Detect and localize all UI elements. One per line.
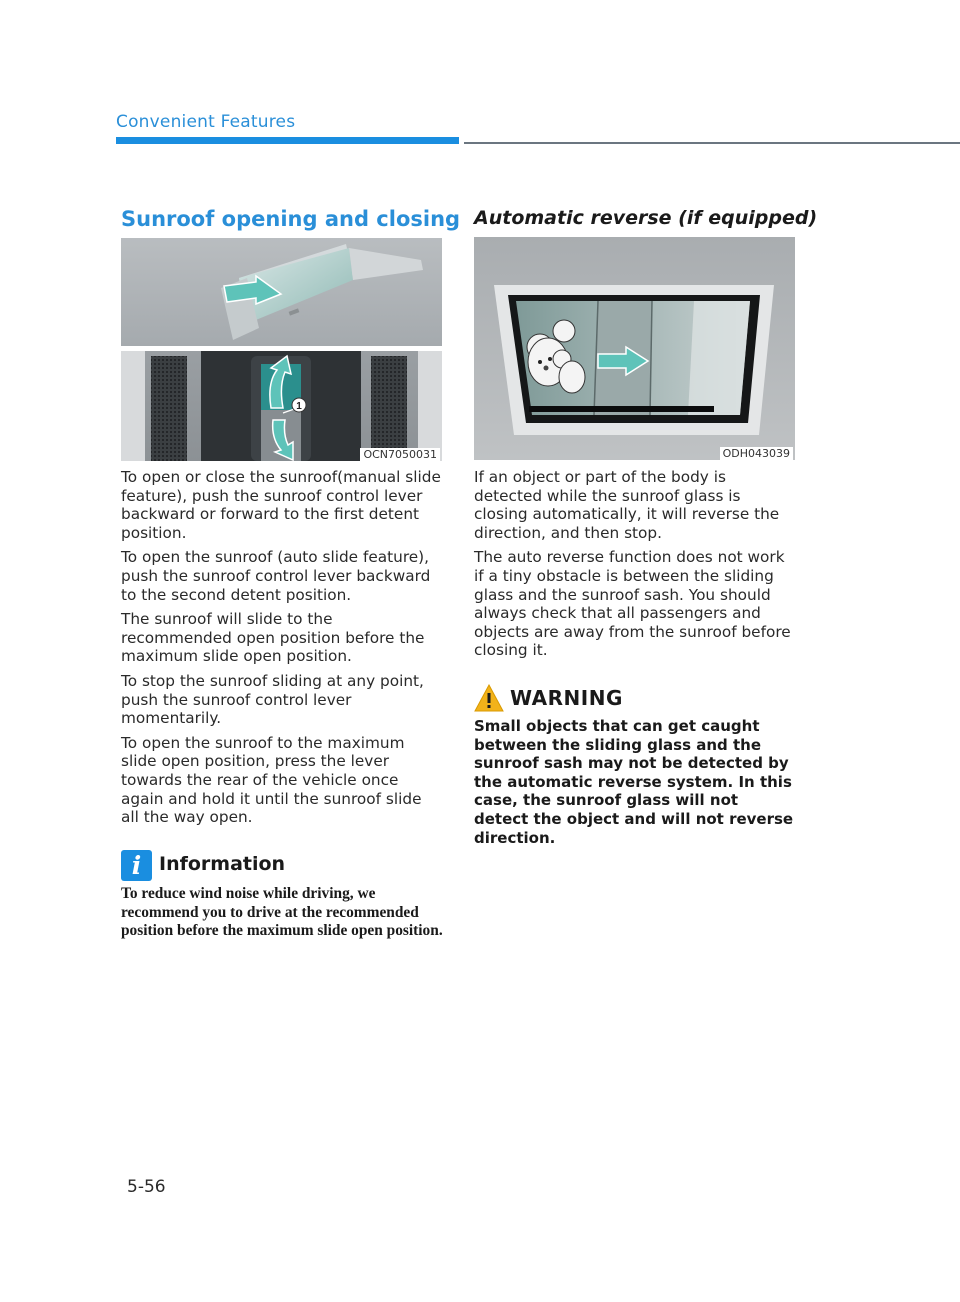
right-body [474, 468, 796, 666]
paragraph: To open the sunroof (auto slide feature), push the sunroof control lever backward to the second detent position. [121, 548, 431, 604]
sunroof-control-illustration [121, 238, 442, 461]
paragraph: The auto reverse function does not work if a tiny obstacle is between the sliding glass and the sunroof sash. You should always check that all passengers and objects are away from the sunroof before closing it. [474, 548, 791, 660]
warning-text: Small objects that can get caught between the sliding glass and the sunroof sash may not be detected by the automatic reverse system. In this case, the sunroof glass will not detect the object and will not reverse direction. [474, 717, 794, 847]
auto-reverse-illustration [474, 237, 795, 460]
paragraph: To stop the sunroof sliding at any point, push the sunroof control lever momentarily. [121, 671, 424, 728]
left-body [121, 468, 443, 833]
paragraph: To open the sunroof to the maximum slide open position, press the lever towards the rear of the vehicle once again and hold it until the sunroof slide all the way open. [121, 733, 422, 827]
page-number: 5-56 [127, 1177, 166, 1197]
warning-title: WARNING [510, 686, 623, 710]
callout-number: 1 [296, 401, 302, 412]
sunroof-control-figure [121, 238, 442, 461]
paragraph: The sunroof will slide to the recommended open position before the maximum slide open position. [121, 610, 425, 666]
info-icon: i [121, 850, 152, 881]
section-title: Convenient Features [116, 112, 296, 132]
figure-code: ODH043039 [720, 447, 793, 460]
auto-reverse-figure [474, 237, 795, 460]
information-title: Information [159, 853, 286, 875]
header-accent-bar [116, 137, 459, 144]
left-heading: Sunroof opening and closing [121, 207, 461, 231]
warning-icon [474, 684, 504, 712]
right-heading: Automatic reverse (if equipped) [474, 207, 818, 229]
figure-code: OCN7050031 [360, 448, 440, 461]
paragraph: To open or close the sunroof(manual slide feature), push the sunroof control lever backward or forward to the first detent position. [121, 468, 441, 542]
header-divider [464, 142, 960, 144]
paragraph: If an object or part of the body is detected while the sunroof glass is closing automatically, it will reverse the direction, and then stop. [474, 468, 780, 542]
information-text: To reduce wind noise while driving, we recommend you to drive at the recommended position before the maximum slide open position. [121, 885, 443, 939]
